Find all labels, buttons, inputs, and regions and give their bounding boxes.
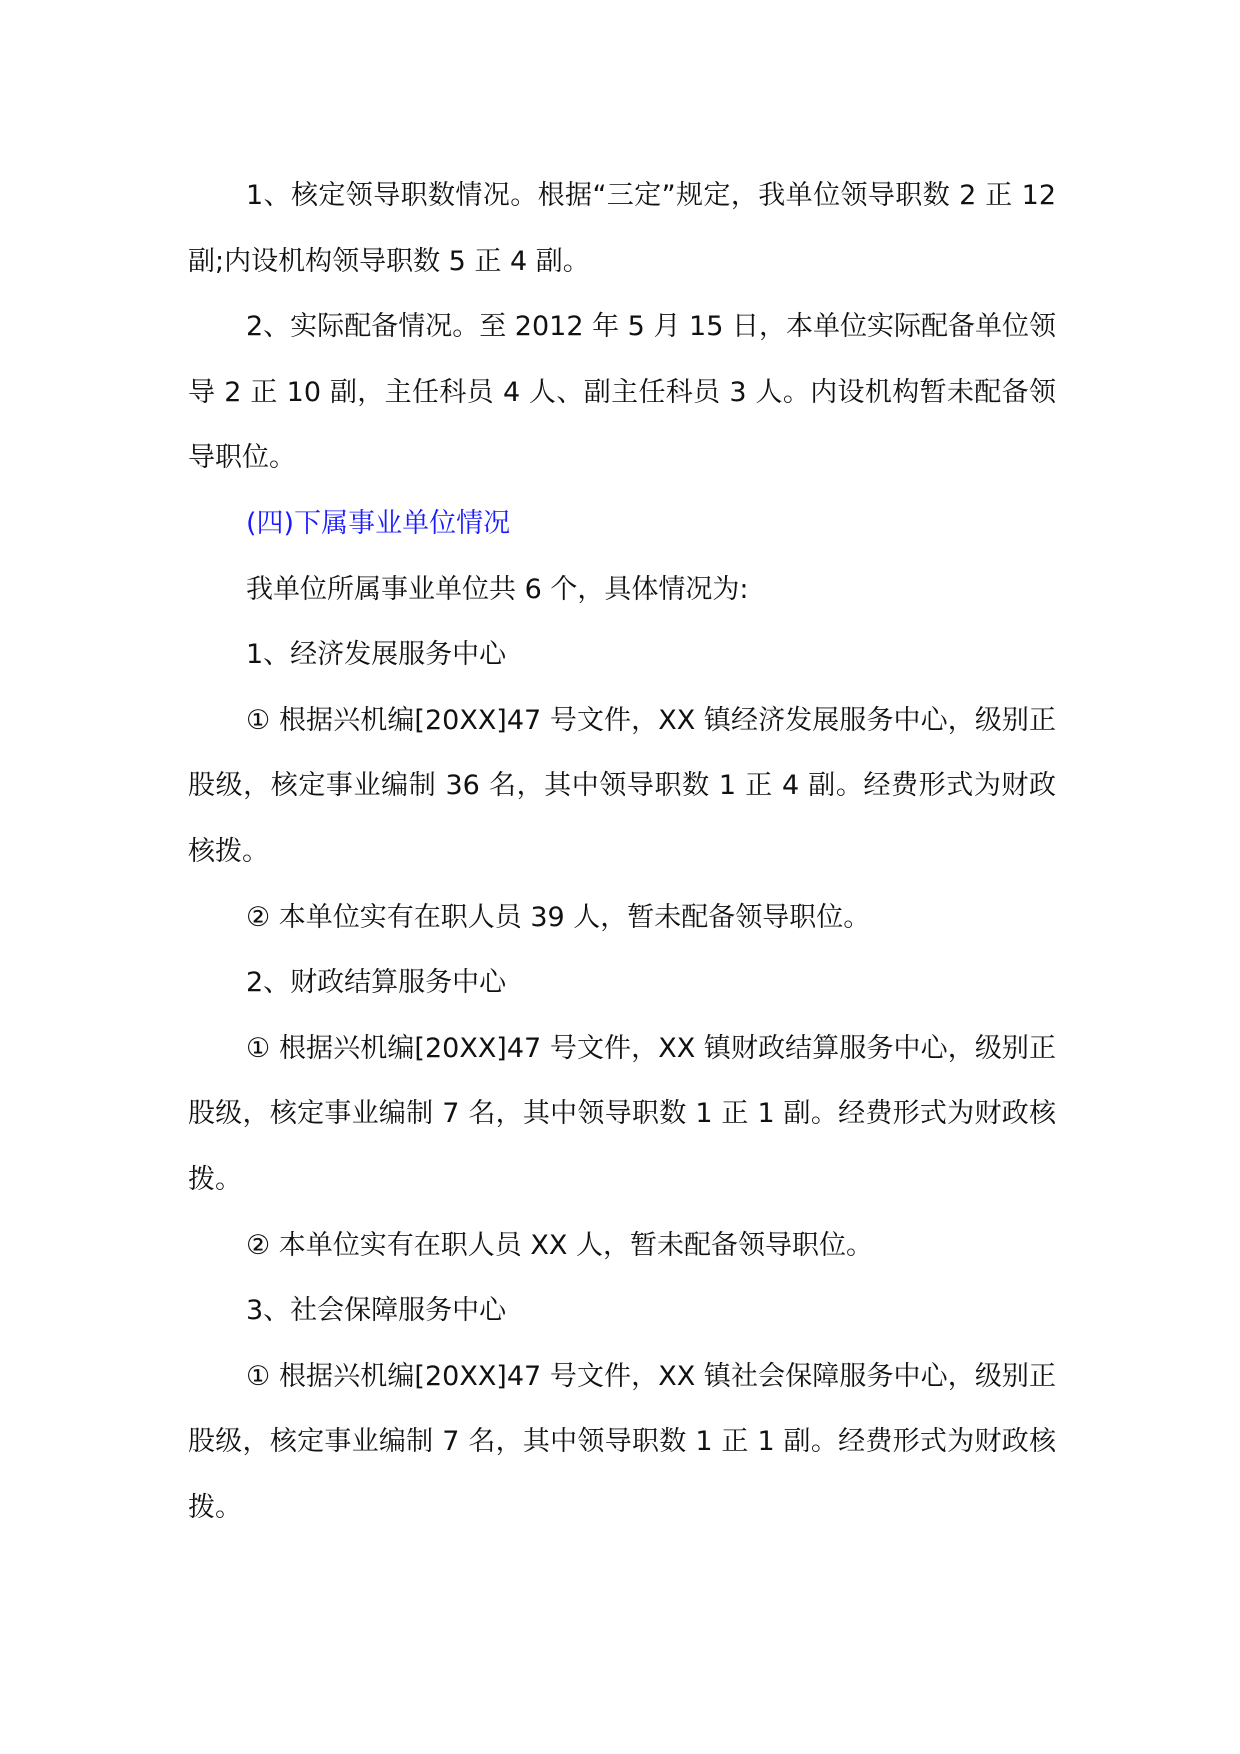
section-heading-subordinate-units: (四)下属事业单位情况	[246, 507, 511, 539]
paragraph-actual-staffing: 2、实际配备情况。至 2012 年 5 月 15 日，本单位实际配备单位领导 2 正 10 副，主任科员 4 人、副主任科员 3 人。内设机构暂未配备领导职位。	[188, 311, 1056, 474]
item-title-social-security-center: 3、社会保障服务中心	[246, 1295, 507, 1327]
paragraph-finance-center-staff: ② 本单位实有在职人员 XX 人，暂未配备领导职位。	[246, 1229, 873, 1261]
document-body	[188, 163, 1056, 1540]
paragraph-leadership-quota: 1、核定领导职数情况。根据“三定”规定，我单位领导职数 2 正 12 副;内设机构领导职数 5 正 4 副。	[188, 180, 1056, 277]
item-title-finance-center: 2、财政结算服务中心	[246, 967, 507, 999]
item-title-economic-center: 1、经济发展服务中心	[246, 639, 507, 671]
paragraph-economic-center-quota: ① 根据兴机编[20XX]47 号文件，XX 镇经济发展服务中心，级别正股级，核定事业编制 36 名，其中领导职数 1 正 4 副。经费形式为财政核拨。	[188, 704, 1056, 867]
paragraph-finance-center-quota: ① 根据兴机编[20XX]47 号文件，XX 镇财政结算服务中心，级别正股级，核定事业编制 7 名，其中领导职数 1 正 1 副。经费形式为财政核拨。	[188, 1032, 1056, 1195]
paragraph-unit-count: 我单位所属事业单位共 6 个，具体情况为:	[246, 573, 749, 605]
paragraph-economic-center-staff: ② 本单位实有在职人员 39 人，暂未配备领导职位。	[246, 901, 871, 933]
paragraph-social-security-center-quota: ① 根据兴机编[20XX]47 号文件，XX 镇社会保障服务中心，级别正股级，核定事业编制 7 名，其中领导职数 1 正 1 副。经费形式为财政核拨。	[188, 1360, 1056, 1523]
